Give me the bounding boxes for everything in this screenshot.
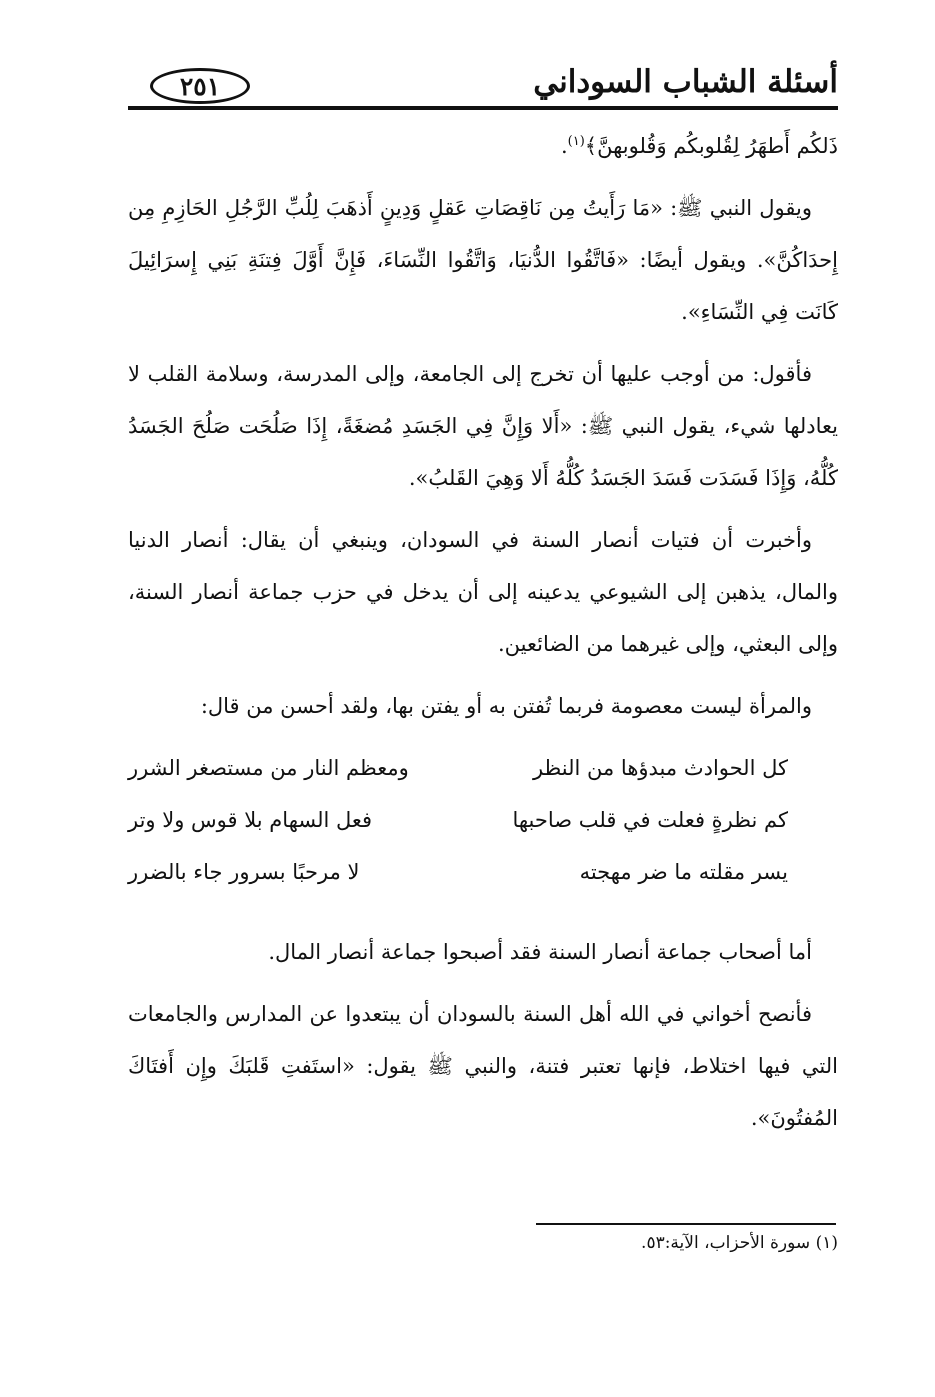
page-number: ٢٥١ [179,71,221,101]
paragraph-ansar-sunna: وأخبرت أن فتيات أنصار السنة في السودان، وينبغي أن يقال: أنصار الدنيا والمال، يذهبن إلى الشيوعي يدعينه إلى أن يدخل في حزب جماعة أنصار السنة، وإلى البعثي، وإلى غيرهما من الضائعين. [128,528,838,656]
footnote-ref: (١) [567,134,585,149]
footnote-rule [536,1223,836,1225]
paragraph-poem-intro: والمرأة ليست معصومة فربما تُفتن به أو يفتن بها، ولقد أحسن من قال: [200,694,812,718]
poem-second-hemistich: فعل السهام بلا قوس ولا وتر [128,808,373,832]
page-number-badge [150,68,250,104]
poem-second-hemistich: ومعظم النار من مستصغر الشرر [128,756,409,780]
verse-text: ذَلكُم أَطهَرُ لِقُلوبكُم وَقُلوبهنَّ﴾ [584,134,838,158]
poem [128,742,838,898]
paragraph-ansar-mal: أما أصحاب جماعة أنصار السنة فقد أصبحوا جماعة أنصار المال. [268,940,812,964]
poem-second-hemistich: لا مرحبًا بسرور جاء بالضرر [128,860,360,884]
running-title: أسئلة الشباب السوداني [533,64,838,100]
page-body [128,120,838,1154]
page-header [128,62,838,112]
quran-verse-ending [128,120,838,172]
paragraph-heart-hadith: فأقول: من أوجب عليها أن تخرج إلى الجامعة، وإلى المدرسة، وسلامة القلب لا يعادلها شيء، يقول النبي ﷺ: «أَلا وَإِنَّ فِي الجَسَدِ مُضغَةً، إِذَا صَلُحَت صَلُحَ الجَسَدُ كُلُّهُ، وَإِذَا فَسَدَت فَسَدَ الجَسَدُ كُلُّهُ أَلا وَهِيَ القَلبُ». [128,362,838,490]
paragraph-hadith-women: ويقول النبي ﷺ: «مَا رَأَيتُ مِن نَاقِصَاتِ عَقلٍ وَدِينٍ أَذهَبَ لِلُبِّ الرَّجُلِ الحَازِمِ مِن إِحدَاكُنَّ». ويقول أيضًا: «فَاتَّقُوا الدُّنيَا، وَاتَّقُوا النِّسَاءَ، فَإِنَّ أَوَّلَ فِتنَةِ بَنِي إِسرَائِيلَ كَانَت فِي النِّسَاءِ». [128,196,838,324]
poem-verse [128,794,838,846]
poem-first-hemistich: يسر مقلته ما ضر مهجته [579,860,788,884]
footnote [641,1233,838,1253]
footnote-marker: (١) [815,1233,838,1253]
poem-verse [128,742,838,794]
poem-first-hemistich: كم نظرةٍ فعلت في قلب صاحبها [512,808,788,832]
verse-tail: . [560,134,568,158]
poem-first-hemistich: كل الحوادث مبدؤها من النظر [532,756,788,780]
header-rule [128,106,838,110]
poem-verse [128,846,838,898]
footnote-text: سورة الأحزاب، الآية:٥٣. [641,1233,811,1253]
paragraph-advice: فأنصح أخواني في الله أهل السنة بالسودان أن يبتعدوا عن المدارس والجامعات التي فيها اختلاط، فإنها تعتبر فتنة، والنبي ﷺ يقول: «استَفتِ قَلبَكَ وإِن أَفتَاكَ المُفتُونَ». [128,1002,838,1130]
